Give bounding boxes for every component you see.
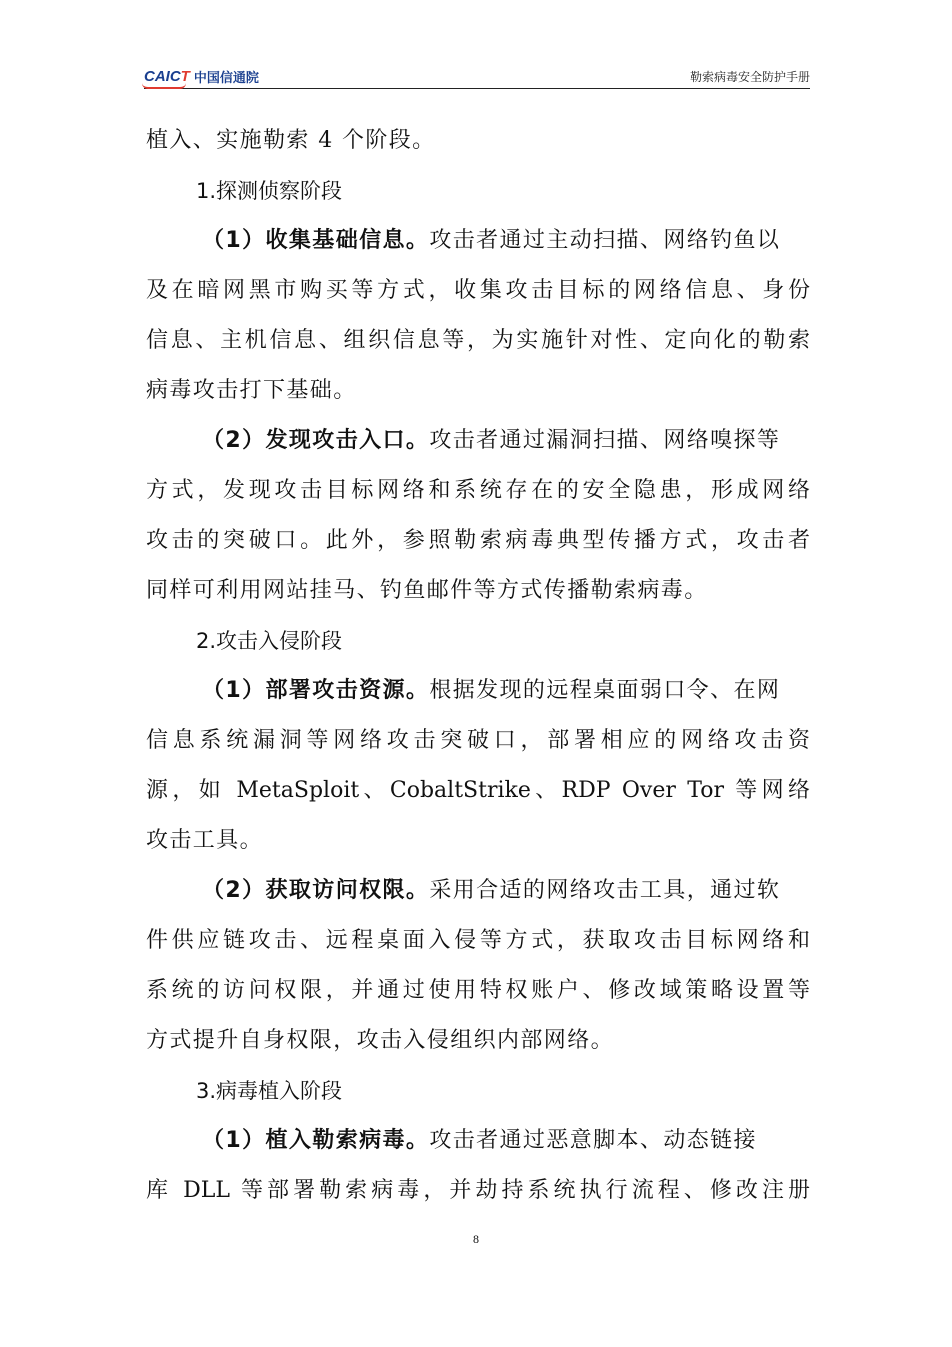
body-line: 方式，发现攻击目标网络和系统存在的安全隐患，形成网络 (146, 478, 810, 503)
body-line: 件供应链攻击、远程桌面入侵等方式，获取攻击目标网络和 (146, 928, 810, 953)
header-document-title: 勒索病毒安全防护手册 (689, 70, 810, 84)
body-line: 攻击工具。 (146, 828, 264, 853)
section-heading: 2.攻击入侵阶段 (196, 629, 343, 653)
paragraph-first-line: （2）获取访问权限。采用合适的网络攻击工具，通过软 (202, 878, 781, 903)
paragraph-first-line: （1）植入勒索病毒。攻击者通过恶意脚本、动态链接 (202, 1128, 757, 1153)
section-heading: 1.探测侦察阶段 (196, 179, 343, 203)
body-line: 攻击的突破口。此外，参照勒索病毒典型传播方式，攻击者 (146, 528, 810, 553)
paragraph-first-line: （1）收集基础信息。攻击者通过主动扫描、网络钓鱼以 (202, 228, 781, 253)
body-line: 源，如 MetaSploit、CobaltStrike、RDP Over Tor 等网络 (146, 778, 810, 803)
body-line: 植入、实施勒索 4 个阶段。 (146, 128, 436, 153)
page-number: 8 (473, 1232, 479, 1246)
logo-wordmark: CAICT (144, 68, 190, 85)
paragraph-lead-in: （2）获取访问权限。 (202, 878, 430, 903)
body-line: 方式提升自身权限，攻击入侵组织内部网络。 (146, 1028, 615, 1053)
page-header (144, 66, 810, 89)
body-line: 信息系统漏洞等网络攻击突破口，部署相应的网络攻击资 (146, 728, 810, 753)
body-line: 及在暗网黑市购买等方式，收集攻击目标的网络信息、身份 (146, 278, 810, 303)
paragraph-lead-in: （1）植入勒索病毒。 (202, 1128, 430, 1153)
paragraph-first-line: （2）发现攻击入口。攻击者通过漏洞扫描、网络嗅探等 (202, 428, 781, 453)
body-line: 同样可利用网站挂马、钓鱼邮件等方式传播勒索病毒。 (146, 578, 708, 603)
paragraph-first-line: （1）部署攻击资源。根据发现的远程桌面弱口令、在网 (202, 678, 781, 703)
body-line: 信息、主机信息、组织信息等，为实施针对性、定向化的勒索 (146, 328, 810, 353)
logo-chinese-name: 中国信通院 (193, 70, 259, 86)
caict-logo (144, 66, 259, 86)
paragraph-lead-in: （1）收集基础信息。 (202, 228, 430, 253)
paragraph-lead-in: （2）发现攻击入口。 (202, 428, 430, 453)
body-line: 库 DLL 等部署勒索病毒，并劫持系统执行流程、修改注册 (146, 1178, 810, 1203)
paragraph-lead-in: （1）部署攻击资源。 (202, 678, 430, 703)
body-line: 病毒攻击打下基础。 (146, 378, 357, 403)
section-heading: 3.病毒植入阶段 (196, 1079, 343, 1103)
body-line: 系统的访问权限，并通过使用特权账户、修改域策略设置等 (146, 978, 810, 1003)
